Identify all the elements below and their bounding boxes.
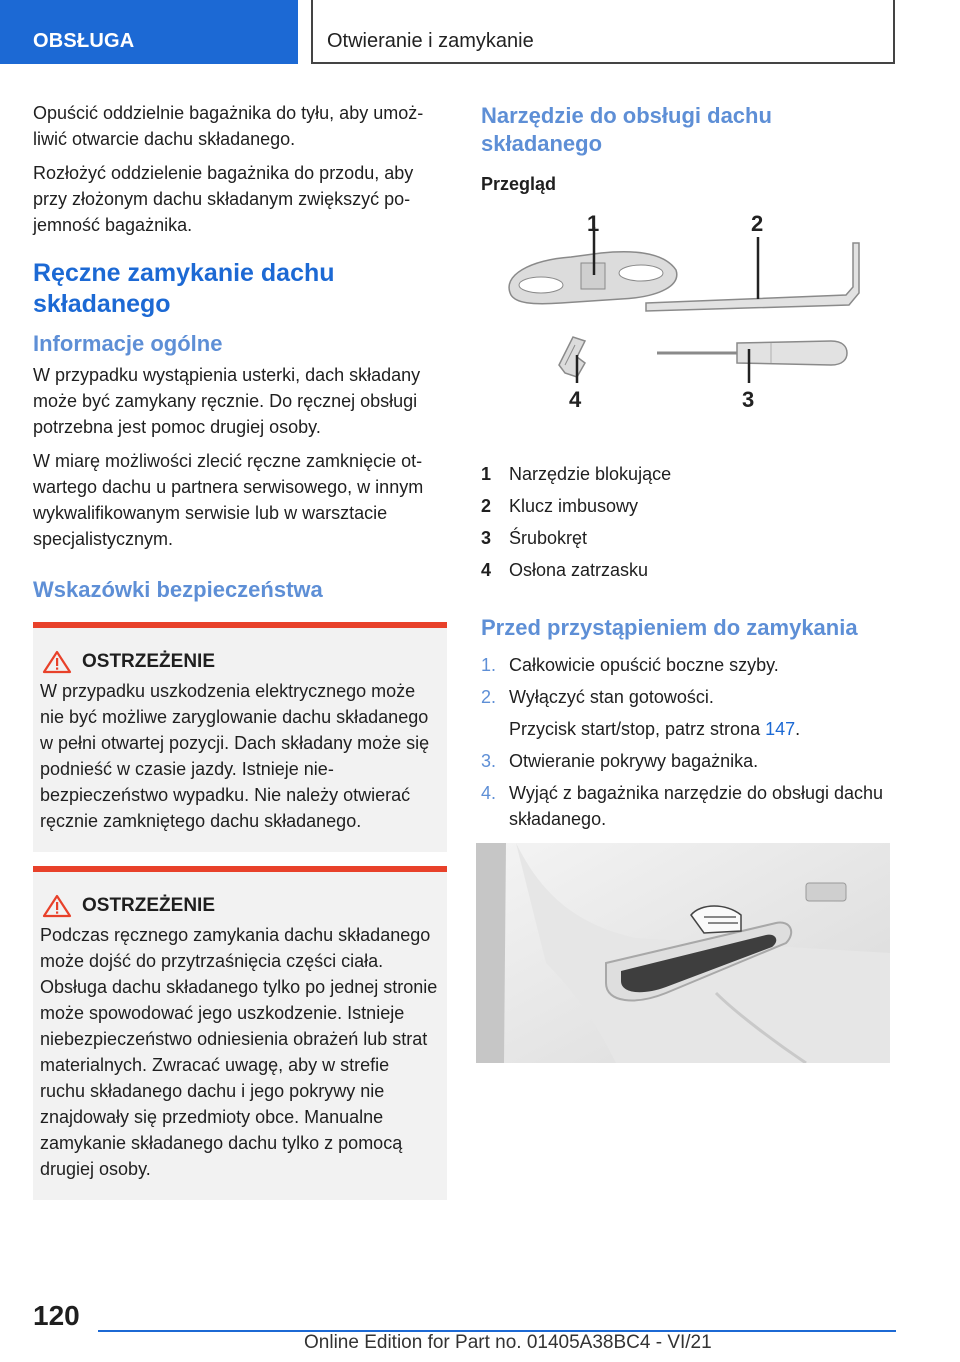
tools-illustration xyxy=(481,215,891,445)
legend-item xyxy=(481,490,891,522)
screwdriver-icon xyxy=(657,341,847,365)
general-info-heading: Informacje ogólne xyxy=(33,331,223,356)
warning-triangle-icon xyxy=(42,894,72,918)
legend-number: 1 xyxy=(481,464,492,484)
safety-heading: Wskazówki bezpieczeństwa xyxy=(33,577,323,602)
warning-title xyxy=(40,894,439,918)
step-text: Otwieranie pokrywy bagażnika. xyxy=(509,751,759,771)
intro-paragraph: Rozłożyć oddzielenie bagażnika do przodu, aby przy złożonym dachu składanym zwiększyć pojemność bagażnika. xyxy=(33,163,414,235)
legend-number: 2 xyxy=(481,496,492,516)
step-number: 1. xyxy=(481,655,497,675)
edition-info: Online Edition for Part no. 01405A38BC4 - VI/21 xyxy=(304,1332,712,1353)
warning-text: Podczas ręcznego zamykania dachu składanego może dojść do przytrzaśnięcia części ciała. Obsługa dachu składanego tylko po jednej stronie może spowodować jego uszkodzenie. Istnieje niebezpieczeństwo odniesienia obrażeń lub strat materialnych. Zwracać uwagę, aby w strefie ruchu składanego dachu i jego pokrywy nie znajdowały się przedmioty obce. Manualne zamykanie składanego dachu tylko z pomocą drugiej osoby. xyxy=(40,925,438,1179)
step-note-end: . xyxy=(795,719,801,739)
legend-label: Klucz imbusowy xyxy=(509,496,639,516)
warning-triangle-icon xyxy=(42,650,72,674)
legend-label: Śrubokręt xyxy=(509,528,588,548)
latch-cover-icon xyxy=(559,337,585,377)
page-link[interactable]: 147 xyxy=(765,719,796,739)
general-paragraph: W miarę możliwości zlecić ręczne zamknięcie otwartego dachu u partnera serwisowego, w innym wykwalifikowanym serwisie lub w warsztacie specjalistycznym. xyxy=(33,451,424,549)
before-closing-heading: Przed przystąpieniem do zamykania xyxy=(481,615,858,640)
warning-box xyxy=(33,622,447,852)
legend-number: 3 xyxy=(481,528,492,548)
tool-heading: Narzędzie do obsługi dachu składanego xyxy=(481,103,772,156)
legend-label: Narzędzie blokujące xyxy=(509,464,672,484)
step-text: Wyłączyć stan gotowości. xyxy=(509,687,714,707)
chapter-title: Otwieranie i zamykanie xyxy=(311,0,895,64)
warning-title-text: OSTRZEŻENIE xyxy=(82,651,216,672)
figure-label: 1 xyxy=(587,215,600,236)
figure-label: 2 xyxy=(751,215,764,236)
section-tab: OBSŁUGA xyxy=(0,0,298,64)
right-column xyxy=(481,100,891,838)
figure-label: 3 xyxy=(742,387,755,412)
section-heading: Ręczne zamykanie dachu składanego xyxy=(33,259,335,318)
step-number: 2. xyxy=(481,687,497,707)
step-list xyxy=(481,652,891,832)
general-paragraph: W przypadku wystąpienia usterki, dach składany może być zamykany ręcznie. Do ręcznej obsługi potrzebna jest pomoc drugiej osoby. xyxy=(33,365,421,437)
legend-label: Osłona zatrzasku xyxy=(509,560,649,580)
step-note xyxy=(481,716,891,742)
left-column xyxy=(33,100,447,1200)
step-item xyxy=(481,652,891,678)
overview-subheading: Przegląd xyxy=(481,174,557,194)
step-item xyxy=(481,684,891,710)
step-number: 3. xyxy=(481,751,497,771)
legend-item xyxy=(481,554,891,586)
step-text: Wyjąć z bagażnika narzędzie do obsługi dachu składanego. xyxy=(509,783,884,829)
step-item xyxy=(481,748,891,774)
warning-title xyxy=(40,650,439,674)
trunk-photo xyxy=(476,843,890,1063)
intro-paragraph: Opuścić oddzielnie bagażnika do tyłu, aby umożliwić otwarcie dachu składanego. xyxy=(33,103,424,149)
allen-key-icon xyxy=(646,243,859,311)
legend-item xyxy=(481,522,891,554)
step-note-text: Przycisk start/stop, patrz strona xyxy=(509,719,761,739)
warning-title-text: OSTRZEŻENIE xyxy=(82,895,216,916)
page-number: 120 xyxy=(33,1300,80,1331)
step-text: Całkowicie opuścić boczne szyby. xyxy=(509,655,779,675)
step-item xyxy=(481,780,891,832)
step-number: 4. xyxy=(481,783,497,803)
warning-text: W przypadku uszkodzenia elektrycznego może nie być możliwe zaryglowanie dachu składanego w pełni otwartej pozycji. Dach składany może się podnieść w czasie jazdy. Istnieje niebezpieczeństwo wypadku. Nie należy otwierać ręcznie zamkniętego dachu składanego. xyxy=(40,681,430,831)
legend-number: 4 xyxy=(481,560,492,580)
legend-list xyxy=(481,458,891,586)
legend-item xyxy=(481,458,891,490)
warning-box xyxy=(33,866,447,1200)
figure-label: 4 xyxy=(569,387,582,412)
